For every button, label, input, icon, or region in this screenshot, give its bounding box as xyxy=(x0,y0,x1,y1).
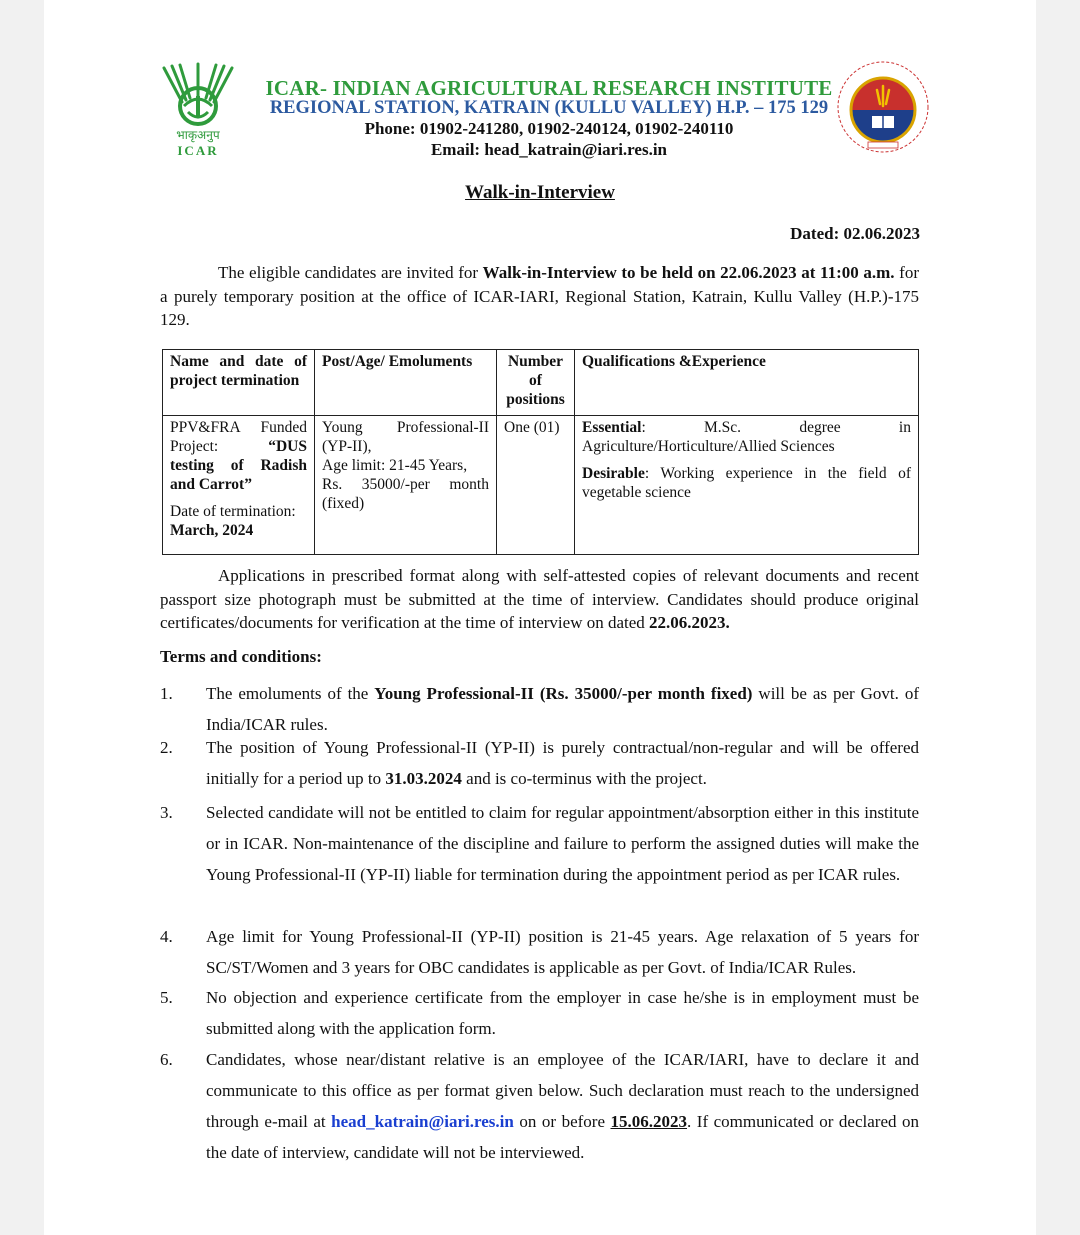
contact-email-link[interactable]: head_katrain@iari.res.in xyxy=(331,1112,514,1131)
post-cell: Young Professional-II (YP-II), Age limit: 21-45 Years, Rs. 35000/-per month (fixed) xyxy=(315,416,497,555)
phone-numbers: Phone: 01902-241280, 01902-240124, 01902-240110 xyxy=(364,119,734,138)
header-email: Email: head_katrain@iari.res.in xyxy=(430,140,668,159)
project-cell: PPV&FRA Funded Project: “DUS testing of Radish and Carrot” Date of termination: March, 2024 xyxy=(163,416,315,555)
terms-heading: Terms and conditions: xyxy=(160,647,322,666)
svg-text:भाकृअनुप: भाकृअनुप xyxy=(176,128,220,142)
term-item-3: 3. Selected candidate will not be entitled to claim for regular appointment/absorption either in this institute or in ICAR. Non-maintenance of the discipline and failure to perform the assigned duties will make the Young Professional-II (YP-II) liable for termination during the appointment period as per ICAR rules. xyxy=(160,803,919,884)
term-item-4: 4. Age limit for Young Professional-II (YP-II) position is 21-45 years. Age relaxation of 5 years for SC/ST/Women and 3 years for OBC candidates is applicable as per Govt. of India/ICAR Rules. xyxy=(160,927,919,977)
term-item-6: 6. Candidates, whose near/distant relative is an employee of the ICAR/IARI, have to declare it and communicate to this office as per format given below. Such declaration must reach to the undersigned through e-mail at head_katrain@iari.res.in on or before 15.06.2023. If communicated or declared on the date of interview, candidate will not be interviewed. xyxy=(160,1050,920,1162)
header-positions: Number of positions xyxy=(497,350,575,416)
intro-text-1: The eligible candidates are invited for xyxy=(218,263,483,282)
applications-paragraph: Applications in prescribed format along with self-attested copies of relevant documents and recent passport size photograph must be submitted at the time of interview. Candidates should produce original certificates/documents for verification at the time of interview on dated 22.06.2023. xyxy=(160,566,919,632)
dated-line: Dated: 02.06.2023 xyxy=(790,224,920,243)
term-item-1: 1. The emoluments of the Young Professional-II (Rs. 35000/-per month fixed) will be as per Govt. of India/ICAR rules. xyxy=(160,684,919,734)
term-item-5: 5. No objection and experience certificate from the employer in case he/she is in employment must be submitted along with the application form. xyxy=(160,988,919,1038)
header-post: Post/Age/ Emoluments xyxy=(315,350,497,416)
intro-text-2: for a purely temporary position at the office of ICAR-IARI, Regional Station, Katrain, Kullu Valley (H.P.)-175 129. xyxy=(160,263,919,329)
document-page xyxy=(44,0,1036,1235)
positions-cell: One (01) xyxy=(497,416,575,555)
icar-logo xyxy=(152,62,244,158)
regional-station: REGIONAL STATION, KATRAIN (KULLU VALLEY) H.P. – 175 129 xyxy=(269,98,829,118)
svg-text:ICAR: ICAR xyxy=(177,143,219,158)
institute-name: ICAR- INDIAN AGRICULTURAL RESEARCH INSTITUTE xyxy=(265,76,833,100)
table-row xyxy=(163,416,919,555)
qualifications-cell: Essential: M.Sc. degree in Agriculture/Horticulture/Allied Sciences Desirable: Working experience in the field of vegetable science xyxy=(575,416,919,555)
intro-paragraph xyxy=(160,261,919,332)
position-table xyxy=(162,349,919,555)
table-header-row xyxy=(163,350,919,416)
page-title: Walk-in-Interview xyxy=(465,182,615,203)
header-project: Name and date of project termination xyxy=(163,350,315,416)
iari-logo xyxy=(834,58,932,156)
header-qualifications: Qualifications &Experience xyxy=(575,350,919,416)
intro-interview-date: Walk-in-Interview to be held on 22.06.2023 at 11:00 a.m. xyxy=(482,263,895,282)
term-item-2: 2. The position of Young Professional-II (YP-II) is purely contractual/non-regular and will be offered initially for a period up to 31.03.2024 and is co-terminus with the project. xyxy=(160,738,919,788)
